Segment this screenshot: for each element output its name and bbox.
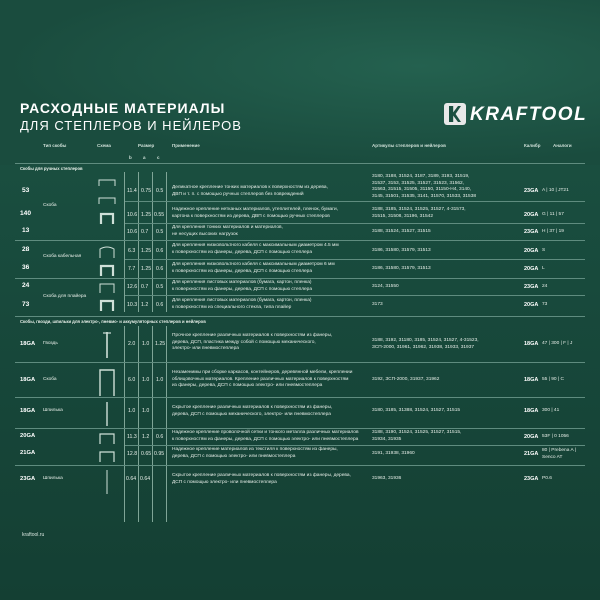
nail-diagram-icon <box>98 330 116 362</box>
staple-type: 21GA <box>20 450 36 456</box>
application-line: Надежное крепление проволочной сетки и тонкого металла различных материалов <box>172 430 359 435</box>
dim-a: 1.2 <box>141 302 149 308</box>
website-link[interactable]: kraftool.ru <box>22 532 45 538</box>
application-line: не несущих высоких нагрузок <box>172 231 238 237</box>
application-line: к поверхностям из специального стекла, типа плайер <box>172 304 292 310</box>
caliber: 23GA <box>524 229 539 235</box>
dim-c: 0.55 <box>154 212 165 218</box>
analog: 73 <box>542 302 548 307</box>
divider <box>125 259 585 260</box>
application-line: электро- или пневмостеплера <box>172 346 239 351</box>
pin-diagram-icon <box>98 468 116 496</box>
col-scheme: Схема <box>97 143 111 148</box>
analog: 24 <box>542 284 548 289</box>
staple-type: 53 <box>22 187 30 194</box>
dim-c: 0.5 <box>156 229 164 235</box>
application-line: к поверхностям из фанеры, дерева, ДСП с помощью степлера <box>172 268 313 274</box>
application-line: Для крепления листовых материалов (бумага, картон, пленка) <box>172 298 312 303</box>
col-articles: Артикулы степлеров и нейлеров <box>372 143 446 148</box>
divider <box>15 465 585 466</box>
analog: P0.6 <box>542 476 552 481</box>
staple-type: 18GA <box>20 341 36 347</box>
dim-a: 0.7 <box>141 284 149 290</box>
staple-type: 24 <box>22 282 30 289</box>
articles-line: 31515, 31508, 31196, 31542 <box>372 213 433 219</box>
application-line: к поверхностям из фанеры, дерева, ДСП с помощью степлера <box>172 286 313 292</box>
analog: 300 | 41 <box>542 408 560 413</box>
col-analogs: Аналоги <box>553 143 572 148</box>
fastener-kind: Гвоздь <box>43 341 58 346</box>
dim-a: 1.25 <box>141 266 152 272</box>
caliber: 21GA <box>524 451 539 457</box>
application-line: к поверхностям из фанеры, дерева, ДСП с помощью степлера <box>172 249 313 255</box>
staple-type: 28 <box>22 246 30 253</box>
dim-c: 0.6 <box>156 248 164 254</box>
articles-line: 31934, 31935 <box>372 436 402 442</box>
header-band <box>0 0 600 165</box>
articles-line: 3124, 31550 <box>372 284 399 289</box>
caliber: 20GA <box>524 212 539 218</box>
divider <box>15 278 585 279</box>
articles-line: 31963, 31936 <box>372 476 402 481</box>
analog: G | 11 | 57 <box>542 212 564 217</box>
divider <box>125 223 585 224</box>
divider <box>15 163 585 164</box>
dim-b: 7.7 <box>128 266 136 272</box>
application-line: ДВП и т. п. с помощью ручных степлеров без повреждений <box>172 191 304 197</box>
col-c: c <box>157 155 160 160</box>
analog: A | 10 | JT21 <box>542 188 569 193</box>
col-size: Размер <box>138 143 155 148</box>
application-line: ДСП с помощью электро- или пневмостеплера <box>172 479 277 485</box>
application-line: Надежное крепление материалов из текстиля к поверхностям из фанеры, <box>172 447 338 452</box>
dim-b: 12.6 <box>127 284 138 290</box>
fastener-kind: Шпилька <box>43 408 63 413</box>
caliber: 23GA <box>524 476 539 482</box>
dim-b: 11.3 <box>127 434 137 440</box>
section-title: Скобы, гвозди, шпильки для электро-, пневмо- и аккумуляторных степлеров и нейлеров <box>20 319 206 324</box>
kraftool-logo-icon <box>444 103 466 125</box>
cable-staple-diagram-icon <box>96 244 118 278</box>
caliber: 20GA <box>524 266 539 272</box>
dim-b: 1.0 <box>128 408 136 414</box>
analog: S <box>542 248 546 253</box>
staple-type: 18GA <box>20 377 36 383</box>
divider <box>125 295 585 296</box>
col-separator <box>138 172 139 312</box>
articles-line: 3188, 31524, 31527, 31515 <box>372 229 431 234</box>
staple-type: 140 <box>20 210 32 217</box>
articles-line: 31563, 31515, 31505, 31150, 31150-H4, 3140, <box>372 187 472 192</box>
pin-diagram-icon <box>98 400 116 428</box>
staple-type: 36 <box>22 264 30 271</box>
divider <box>15 316 585 317</box>
application-line: Скрытое крепление различных материалов к поверхностям из фанеры, <box>172 405 333 410</box>
dim-c: 0.6 <box>156 266 164 272</box>
application-line: Для крепления листовых материалов (бумага, картон, пленка) <box>172 280 312 285</box>
col-caliber: Калибр <box>524 143 541 148</box>
dim-a: 1.2 <box>142 434 150 440</box>
application-line: дерева, ДСП с помощью механического, электро- или пневмостеплера <box>172 411 331 417</box>
application-line: Для крепления низковольтного кабеля с максимальным диаметром 6 мм <box>172 262 335 267</box>
application-line: Для крепления тонких материалов и материалов, <box>172 225 283 230</box>
col-separator <box>152 172 153 312</box>
col-separator <box>124 326 125 522</box>
analog: 47 | 300 | F | J <box>542 341 573 346</box>
application-line: Прочное крепление различных материалов к поверхностям из фанеры, <box>172 333 333 338</box>
application-line: к поверхностям из фанеры, дерева, ДСП с помощью электро- или пневмостеплера <box>172 436 359 442</box>
divider <box>125 445 585 446</box>
col-separator <box>166 326 167 522</box>
col-b: b <box>129 155 132 160</box>
dim-b: 10.6 <box>127 212 138 218</box>
analog: 53F | 0 1056 <box>542 434 569 439</box>
caliber: 23GA <box>524 188 539 194</box>
group-label: Скоба для плайера <box>43 294 87 299</box>
dim-c: 1.0 <box>156 377 164 383</box>
articles-line: 3180, 3188, 31524, 3187, 3189, 3193, 31519, <box>372 174 470 179</box>
staple-type: 20GA <box>20 433 36 439</box>
col-separator <box>152 326 153 522</box>
analog: H | 37 | 19 <box>542 229 564 234</box>
dim-b: 6.3 <box>128 248 136 254</box>
caliber: 18GA <box>524 408 539 414</box>
dim-b: 2.0 <box>128 341 136 347</box>
analog-line: Senco AT <box>542 454 563 460</box>
dim-a: 1.25 <box>141 248 152 254</box>
group-label: Скоба <box>43 203 57 208</box>
articles-line: 31537, 3153, 31525, 31527, 31523, 31562, <box>372 180 465 186</box>
caliber: 20GA <box>524 248 539 254</box>
staple-type: 18GA <box>20 408 36 414</box>
staple-type: 23GA <box>20 476 36 482</box>
articles-line: 3188, 3190, 31524, 31525, 31527, 31515, <box>372 430 462 435</box>
divider <box>15 397 585 398</box>
analog: L <box>542 266 545 271</box>
dim-b: 10.3 <box>127 302 138 308</box>
articles-line: 3188, 3185, 31524, 31525, 31527, 4-31573, <box>372 207 466 212</box>
divider <box>125 201 585 202</box>
dim-b: 12.8 <box>127 451 138 457</box>
fastener-kind: Скоба <box>43 377 57 382</box>
analog-line: 80 | Prebena A | <box>542 448 576 453</box>
dim-b: 6.0 <box>128 377 136 383</box>
col-separator <box>138 326 139 522</box>
caliber: 18GA <box>524 341 539 347</box>
section-title: Скобы для ручных степлеров <box>20 166 83 171</box>
page-subtitle: ДЛЯ СТЕПЛЕРОВ И НЕЙЛЕРОВ <box>20 118 242 133</box>
brand-name: KRAFTOOL <box>470 104 588 125</box>
application-line: из фанеры, дерева, ДСП с помощью электро- или пневмостеплера <box>172 383 323 388</box>
dim-c: 0.6 <box>156 302 164 308</box>
dim-c: 1.25 <box>155 341 166 347</box>
col-type: Тип скобы <box>43 143 67 148</box>
brand-logo <box>444 103 588 125</box>
caliber: 20GA <box>524 434 539 440</box>
articles-line: 3192, ЗСП-2000, 31937, 31962 <box>372 377 440 382</box>
plier-staple-diagram-icon <box>96 281 118 313</box>
articles-line: 3180, 3185, 31388, 31524, 31527, 31515 <box>372 408 461 413</box>
dim-a: 1.0 <box>142 341 150 347</box>
articles-line: 3186, 31580, 31579, 31513 <box>372 248 431 253</box>
page-title: РАСХОДНЫЕ МАТЕРИАЛЫ <box>20 100 226 116</box>
dim-c: 0.95 <box>154 451 165 457</box>
dim-b: 11.4 <box>127 188 137 194</box>
application-line: дерева, ДСП с помощью электро- или пневмостеплера <box>172 453 296 459</box>
dim-a: 1.25 <box>141 212 152 218</box>
fastener-kind: Шпилька <box>43 476 63 481</box>
staple-diagram-icon <box>96 178 118 228</box>
articles-line: 3186, 31580, 31579, 31513 <box>372 266 431 271</box>
col-separator <box>166 172 167 312</box>
application-line: Незаменимы при сборке каркасов, контейнеров, деревянной мебели, креплении <box>172 370 353 375</box>
analog: 55 | 90 | C <box>542 377 564 382</box>
divider <box>15 240 585 241</box>
dim-a: 0.7 <box>141 229 149 235</box>
dim-c: 0.5 <box>156 188 164 194</box>
articles-line: 3191, 31938, 31960 <box>372 451 415 456</box>
application-line: Скрытое крепление различных материалов к поверхностям из фанеры, дерева, <box>172 473 351 478</box>
col-separator <box>124 172 125 312</box>
caliber: 18GA <box>524 377 539 383</box>
divider <box>15 362 585 363</box>
staple-type: 13 <box>22 227 30 234</box>
staple-diagram-icon <box>96 366 118 398</box>
dim-b: 0.64 <box>126 476 137 482</box>
dim-a: 0.64 <box>140 476 151 482</box>
dim-a: 0.65 <box>141 451 152 457</box>
dim-a: 1.0 <box>142 377 150 383</box>
dim-a: 0.75 <box>141 188 152 194</box>
divider <box>15 428 585 429</box>
articles-line: 3145, 31501, 31535, 3141, 31570, 31533, 31538 <box>372 193 477 199</box>
dim-c: 0.5 <box>156 284 164 290</box>
dim-b: 10.6 <box>127 229 138 235</box>
col-a: a <box>143 155 146 160</box>
application-line: облицовочных материалов. Крепление различных материалов к поверхностям <box>172 376 349 382</box>
articles-line: 3173 <box>372 302 383 307</box>
dim-c: 0.6 <box>156 434 164 440</box>
application-line: Для крепления низковольтного кабеля с максимальным диаметром 4.5 мм <box>172 243 339 248</box>
dim-a: 1.0 <box>142 408 150 414</box>
application-line: картона к поверхностям из дерева, ДВП с помощью ручных степлеров <box>172 213 330 219</box>
articles-line: 3188, 3192, 31180, 3185, 31524, 31527, 4-31523, <box>372 338 479 343</box>
application-line: Деликатное крепление тонких материалов к поверхностям из дерева, <box>172 185 328 190</box>
staple-type: 73 <box>22 301 30 308</box>
caliber: 20GA <box>524 302 539 308</box>
col-application: Применение <box>172 143 200 148</box>
staple-diagram-icon <box>96 430 118 464</box>
group-label: Скоба кабельная <box>43 254 82 259</box>
application-line: дерева, ДСП, пластика между собой с помощью механического, <box>172 339 316 345</box>
articles-line: ЗСП-2000, 31961, 31962, 31938, 31933, 31937 <box>372 344 475 350</box>
caliber: 23GA <box>524 284 539 290</box>
application-line: Надежное крепление нетканых материалов, утеплителей, пленок, бумаги, <box>172 207 338 212</box>
